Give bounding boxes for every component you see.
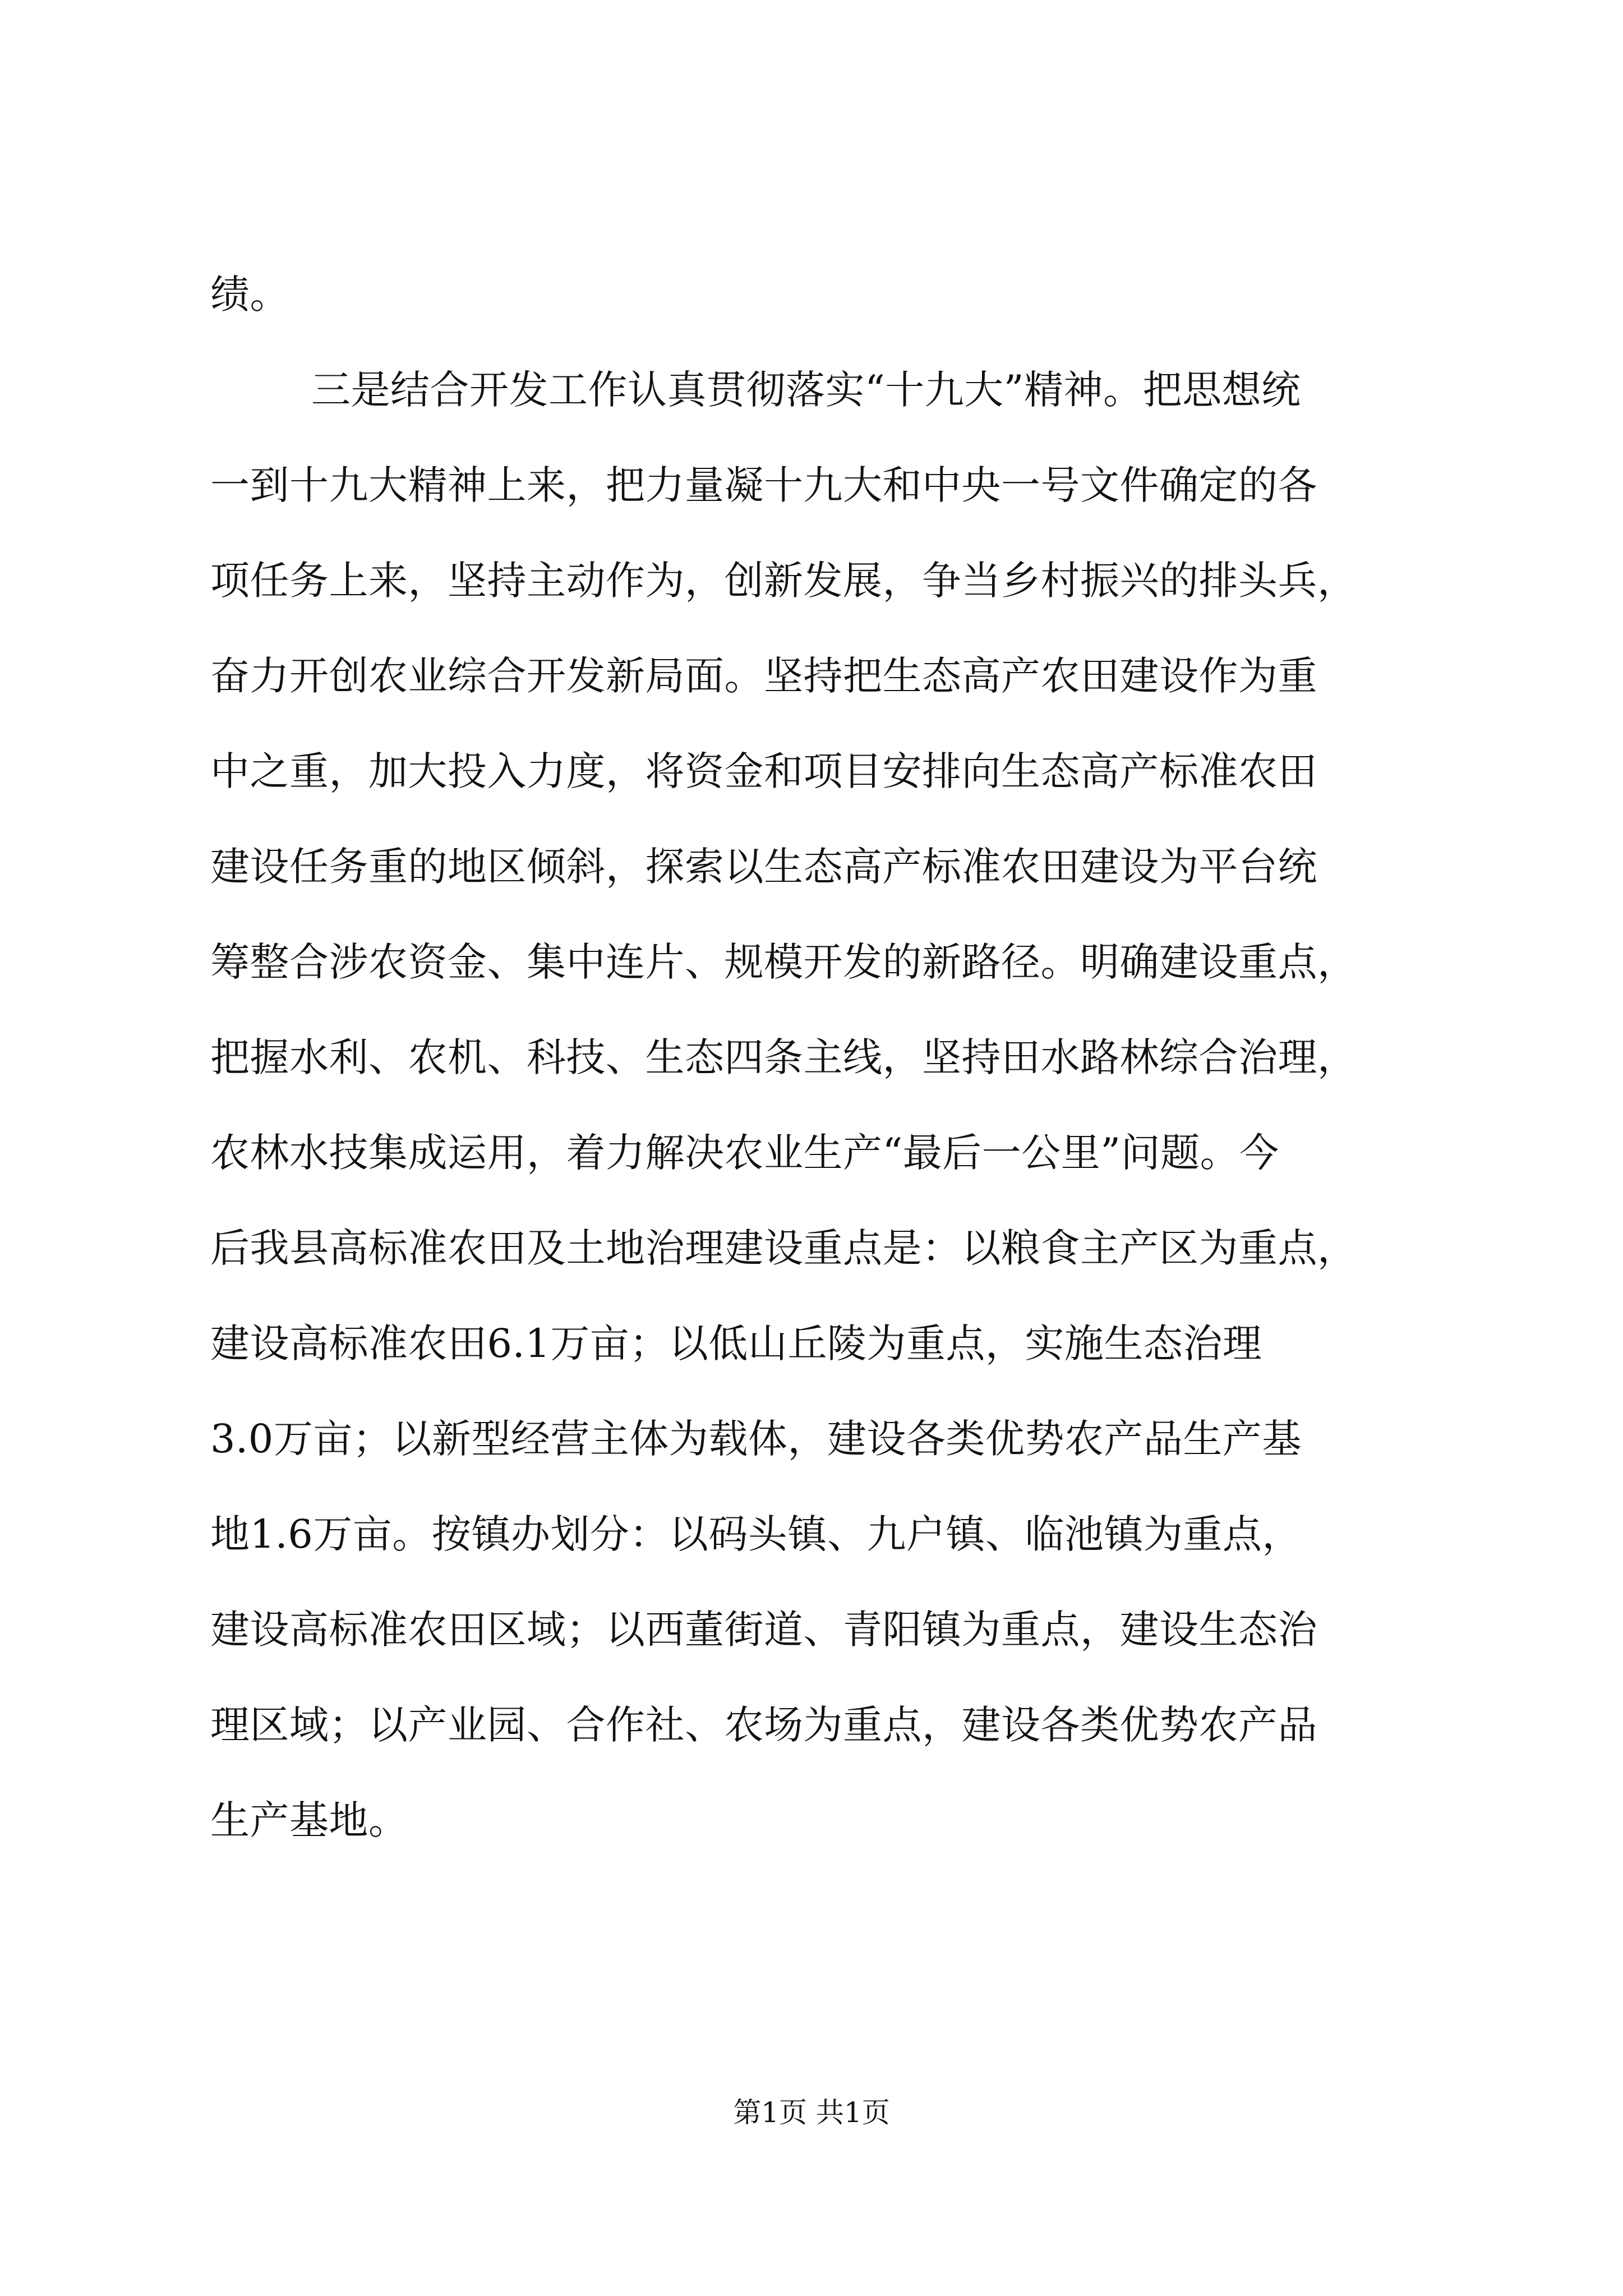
text-line: 一到十九大精神上来，把力量凝十九大和中央一号文件确定的各 bbox=[210, 462, 1317, 508]
text-line: 3.0万亩；以新型经营主体为载体，建设各类优势农产品生产基 bbox=[210, 1416, 1302, 1462]
text-line: 绩。 bbox=[210, 272, 289, 318]
text-line: 建设高标准农田区域；以西董街道、青阳镇为重点，建设生态治 bbox=[210, 1607, 1317, 1653]
text-line: 后我县高标准农田及土地治理建设重点是：以粮食主产区为重点， bbox=[210, 1225, 1357, 1271]
text-line: 地1.6万亩。按镇办划分：以码头镇、九户镇、临池镇为重点， bbox=[210, 1511, 1302, 1557]
page-number-footer: 第1页 共1页 bbox=[733, 2096, 890, 2129]
text-line: 理区域；以产业园、合作社、农场为重点，建设各类优势农产品 bbox=[210, 1702, 1317, 1748]
text-line: 生产基地。 bbox=[210, 1797, 408, 1843]
text-line: 中之重，加大投入力度，将资金和项目安排向生态高产标准农田 bbox=[210, 748, 1317, 794]
body-text bbox=[210, 269, 1422, 1890]
text-line: 农林水技集成运用，着力解决农业生产“最后一公里”问题。今 bbox=[210, 1130, 1279, 1176]
text-line: 把握水利、农机、科技、生态四条主线，坚持田水路林综合治理， bbox=[210, 1034, 1357, 1080]
text-line: 筹整合涉农资金、集中连片、规模开发的新路径。明确建设重点， bbox=[210, 939, 1357, 985]
text-line: 建设任务重的地区倾斜，探索以生态高产标准农田建设为平台统 bbox=[210, 844, 1317, 890]
text-line: 奋力开创农业综合开发新局面。坚持把生态高产农田建设作为重 bbox=[210, 653, 1317, 699]
text-line: 建设高标准农田6.1万亩；以低山丘陵为重点，实施生态治理 bbox=[210, 1320, 1262, 1366]
paragraph-start-line: 三是结合开发工作认真贯彻落实“十九大”精神。把思想统 bbox=[311, 367, 1301, 413]
text-line: 项任务上来，坚持主动作为，创新发展，争当乡村振兴的排头兵， bbox=[210, 558, 1357, 604]
